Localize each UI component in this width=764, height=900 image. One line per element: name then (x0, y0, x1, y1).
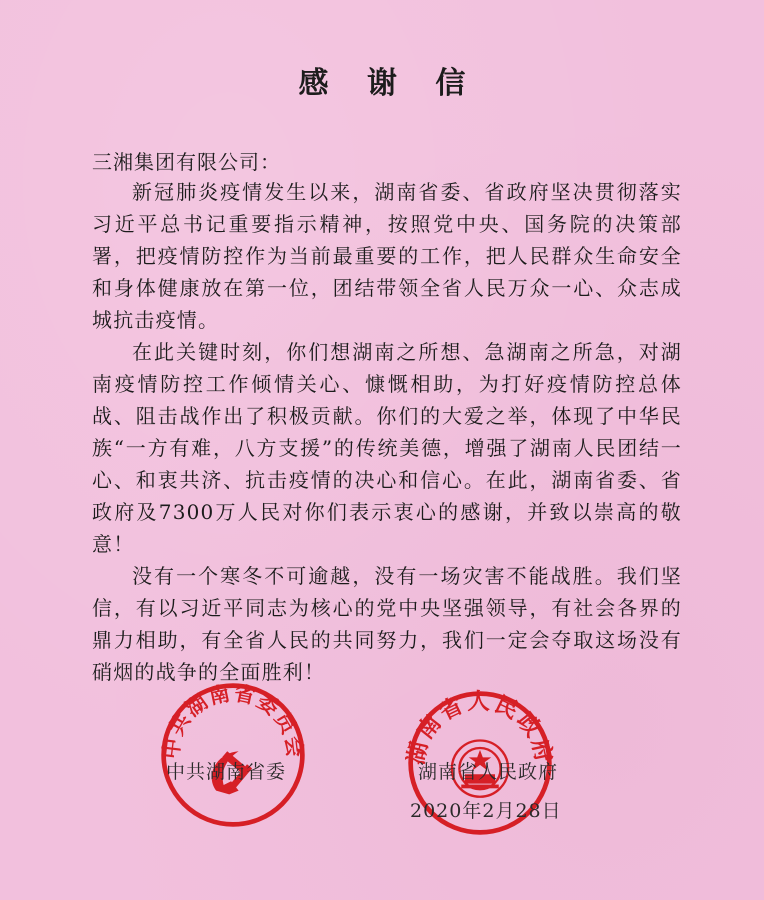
salutation: 三湘集团有限公司： (92, 150, 281, 174)
signature-party: 中共湖南省委 (166, 761, 287, 783)
signature-date: 2020年2月28日 (410, 800, 562, 822)
paragraph-1: 新冠肺炎疫情发生以来，湖南省委、省政府坚决贯彻落实习近平总书记重要指示精神，按照党中央、国务院的决策部署，把疫情防控作为当前最重要的工作，把人民群众生命安全和身体健康放在第一位，团结带领全省人民万众一心、众志成城抗击疫情。 (92, 180, 682, 332)
signature-government: 湖南省人民政府 (418, 761, 559, 783)
party-seal-text: 中共湖南省委员会 (158, 680, 308, 761)
paragraph-3: 没有一个寒冬不可逾越，没有一场灾害不能战胜。我们坚信，有以习近平同志为核心的党中央坚强领导，有社会各界的鼎力相助，有全省人民的共同努力，我们一定会夺取这场没有硝烟的战争的全面胜利！ (92, 564, 682, 684)
paragraph-2: 在此关键时刻，你们想湖南之所想、急湖南之所急，对湖南疫情防控工作倾情关心、慷慨相助，为打好疫情防控总体战、阻击战作出了积极贡献。你们的大爱之举，体现了中华民族“一方有难，八方支援”的传统美德，增强了湖南人民团结一心、和衷共济、抗击疫情的决心和信心。在此，湖南省委、省政府及7300万人民对你们表示衷心的感谢，并致以崇高的敬意！ (92, 340, 682, 556)
party-seal-icon (158, 680, 308, 830)
government-seal-text: 湖南省人民政府 (405, 689, 555, 768)
letter-body (92, 176, 682, 688)
party-seal (158, 680, 308, 830)
svg-text:中共湖南省委员会 (159, 681, 307, 760)
letter-title: 感 谢 信 (298, 66, 480, 101)
